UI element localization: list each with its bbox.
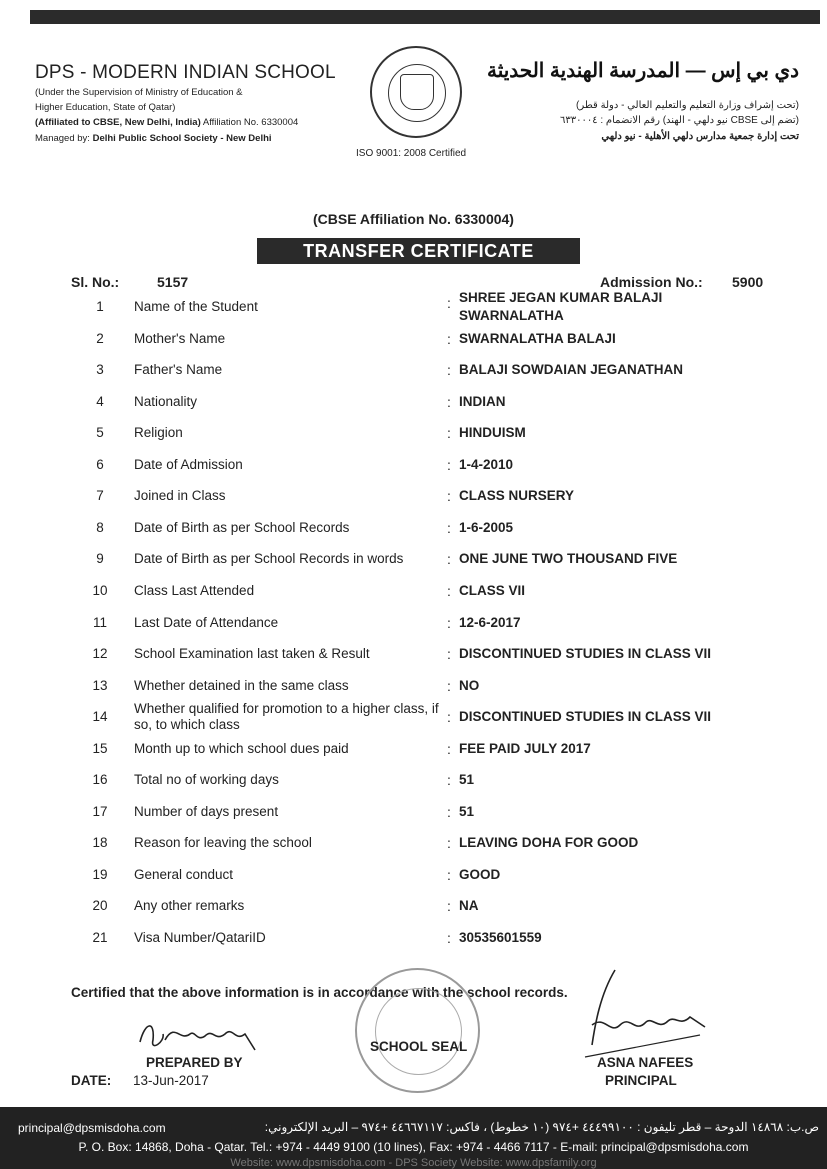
row-colon: :	[447, 898, 451, 915]
row-label: Class Last Attended	[134, 582, 255, 598]
row-value: 51	[459, 772, 475, 788]
certification-statement: Certified that the above information is in accordance with the school records.	[71, 985, 568, 1000]
row-number: 9	[96, 551, 104, 567]
principal-signature	[580, 965, 710, 1060]
row-number: 20	[92, 898, 108, 914]
row-number: 16	[92, 772, 108, 788]
school-name-english: DPS - MODERN INDIAN SCHOOL	[35, 62, 336, 83]
row-label: Month up to which school dues paid	[134, 740, 349, 756]
row-value: DISCONTINUED STUDIES IN CLASS VII	[459, 646, 712, 662]
row-number: 21	[92, 930, 108, 945]
cbse-affiliation: (CBSE Affiliation No. 6330004)	[313, 211, 514, 227]
row-value: LEAVING DOHA FOR GOOD	[459, 835, 639, 851]
row-number: 5	[96, 425, 104, 441]
managed-by-prefix: Managed by:	[35, 133, 90, 144]
row-number: 3	[96, 362, 104, 378]
table-row	[0, 355, 827, 385]
row-colon: :	[447, 551, 451, 568]
contact-footer	[0, 1107, 827, 1169]
school-name-arabic: دي بي إس — المدرسة الهندية الحديثة	[486, 60, 799, 82]
row-value: NA	[459, 898, 479, 914]
row-label: Joined in Class	[134, 488, 226, 504]
managed-by-arabic: تحت إدارة جمعية مدارس دلهي الأهلية - نيو دلهي	[601, 131, 799, 142]
row-number: 8	[96, 519, 104, 535]
top-border-bar	[30, 10, 820, 24]
row-value: CLASS VII	[459, 582, 526, 598]
row-label: Date of Birth as per School Records in words	[134, 551, 404, 567]
serial-label: Sl. No.:	[71, 274, 120, 290]
admission-number: 5900	[732, 274, 764, 290]
row-label: Date of Birth as per School Records	[134, 519, 350, 535]
table-row	[0, 860, 827, 890]
row-value: GOOD	[459, 866, 501, 882]
row-value: BALAJI SOWDAIAN JEGANATHAN	[459, 362, 684, 378]
row-label: Religion	[134, 425, 183, 441]
footer-email: principal@dpsmisdoha.com	[18, 1121, 166, 1135]
row-label: Any other remarks	[134, 898, 245, 914]
row-value: 30535601559	[459, 930, 542, 945]
row-colon: :	[447, 456, 451, 473]
principal-name: ASNA NAFEES	[597, 1055, 694, 1070]
affiliation-number: Affiliation No. 6330004	[202, 117, 299, 128]
row-number: 10	[92, 582, 108, 598]
row-label: Name of the Student	[134, 299, 258, 314]
row-label: Date of Admission	[134, 456, 243, 472]
table-row	[0, 481, 827, 511]
row-label: Number of days present	[134, 803, 279, 819]
row-colon: :	[447, 803, 451, 820]
table-row	[0, 608, 827, 638]
managed-by-line	[35, 133, 272, 144]
certificate-title: TRANSFER CERTIFICATE	[257, 238, 580, 264]
row-label: Total no of working days	[134, 772, 279, 788]
row-value: 51	[459, 803, 475, 819]
table-row	[0, 418, 827, 448]
row-value: 1-4-2010	[459, 456, 514, 472]
table-row	[0, 544, 827, 574]
supervision-line-2: Higher Education, State of Qatar)	[35, 102, 176, 113]
row-number: 18	[92, 835, 108, 851]
row-value: 12-6-2017	[459, 614, 521, 630]
affiliation-bold: (Affiliated to CBSE, New Delhi, India)	[35, 117, 201, 128]
affiliation-line	[35, 117, 298, 128]
row-colon: :	[447, 866, 451, 883]
date-label: DATE:	[71, 1073, 112, 1088]
row-value: 1-6-2005	[459, 519, 514, 535]
row-number: 6	[96, 456, 104, 472]
row-label: Last Date of Attendance	[134, 614, 279, 630]
preparer-signature	[135, 1012, 270, 1057]
row-colon: :	[447, 393, 451, 410]
row-number: 15	[92, 740, 108, 756]
row-number: 17	[92, 803, 108, 819]
table-row	[0, 891, 827, 921]
supervision-line-1: (Under the Supervision of Ministry of Education &	[35, 87, 243, 98]
table-row	[0, 639, 827, 669]
row-label: Father's Name	[134, 362, 223, 378]
table-row	[0, 765, 827, 795]
row-colon: :	[447, 835, 451, 852]
row-number: 13	[92, 677, 108, 693]
row-label: Nationality	[134, 393, 198, 409]
row-colon: :	[447, 740, 451, 757]
table-row	[0, 292, 827, 322]
row-value: INDIAN	[459, 393, 506, 409]
row-label: Reason for leaving the school	[134, 835, 312, 851]
school-seal-label: SCHOOL SEAL	[370, 1039, 468, 1054]
row-colon: :	[447, 614, 451, 631]
table-row	[0, 513, 827, 543]
row-label: Visa Number/QatariID	[134, 930, 266, 945]
row-number: 1	[96, 299, 104, 314]
row-value: FEE PAID JULY 2017	[459, 740, 591, 756]
iso-certification: ISO 9001: 2008 Certified	[356, 148, 467, 159]
admission-label: Admission No.:	[600, 274, 703, 290]
row-colon: :	[447, 488, 451, 505]
footer-address: P. O. Box: 14868, Doha - Qatar. Tel.: +974 - 4449 9100 (10 lines), Fax: +974 - 4466 7117 - E-mail: principal@dpsmisdoha.com	[78, 1140, 749, 1154]
row-label: Whether qualified for promotion to a higher class, if so, to which class	[134, 701, 439, 733]
school-seal-stamp	[355, 968, 480, 1093]
row-label: General conduct	[134, 866, 234, 882]
table-row	[0, 923, 827, 953]
row-label: School Examination last taken & Result	[134, 646, 370, 662]
affiliation-arabic: (تضم إلى CBSE نيو دلهي - الهند) رقم الانضمام : ٦٣٣٠٠٠٤	[559, 115, 799, 126]
date-value: 13-Jun-2017	[133, 1073, 209, 1088]
supervision-arabic: (تحت إشراف وزارة التعليم والتعليم العالي - دولة قطر)	[576, 100, 799, 111]
row-number: 2	[96, 330, 104, 346]
table-row	[0, 828, 827, 858]
footer-website: Website: www.dpsmisdoha.com - DPS Society Website: www.dpsfamily.org	[230, 1157, 597, 1169]
table-row	[0, 387, 827, 417]
row-colon: :	[447, 646, 451, 663]
row-value: NO	[459, 677, 480, 693]
row-colon: :	[447, 709, 451, 726]
row-value: CLASS NURSERY	[459, 488, 575, 504]
row-colon: :	[447, 295, 451, 311]
row-value: DISCONTINUED STUDIES IN CLASS VII	[459, 709, 712, 725]
table-row	[0, 734, 827, 764]
table-row	[0, 671, 827, 701]
row-colon: :	[447, 772, 451, 789]
row-colon: :	[447, 930, 451, 946]
managed-by-society: Delhi Public School Society - New Delhi	[92, 133, 272, 144]
row-number: 14	[92, 709, 108, 725]
table-row	[0, 702, 827, 732]
serial-number: 5157	[157, 274, 189, 290]
row-value: SWARNALATHA BALAJI	[459, 330, 616, 346]
table-row	[0, 797, 827, 827]
table-row	[0, 324, 827, 354]
row-number: 19	[92, 866, 108, 882]
row-value: SHREE JEGAN KUMAR BALAJI SWARNALATHA	[459, 290, 663, 323]
principal-title: PRINCIPAL	[605, 1073, 677, 1088]
row-value: ONE JUNE TWO THOUSAND FIVE	[459, 551, 678, 567]
table-row	[0, 576, 827, 606]
row-colon: :	[447, 582, 451, 599]
prepared-by-label: PREPARED BY	[146, 1055, 243, 1070]
row-number: 4	[96, 393, 104, 409]
row-label: Whether detained in the same class	[134, 677, 349, 693]
row-number: 12	[92, 646, 108, 662]
row-colon: :	[447, 362, 451, 379]
row-number: 11	[92, 614, 107, 630]
school-logo-emblem	[370, 46, 462, 138]
footer-arabic-contact: ص.ب: ١٤٨٦٨ الدوحة – قطر تليفون : ٤٤٤٩٩١٠٠ +٩٧٤ (١٠ خطوط) ، فاكس: ٤٤٦٦٧١١٧ +٩٧٤ – البريد الإلكتروني:	[264, 1120, 819, 1134]
row-colon: :	[447, 519, 451, 536]
table-row	[0, 450, 827, 480]
row-colon: :	[447, 425, 451, 442]
row-label: Mother's Name	[134, 330, 226, 346]
row-number: 7	[96, 488, 104, 504]
row-value: HINDUISM	[459, 425, 526, 441]
row-colon: :	[447, 330, 451, 347]
row-colon: :	[447, 677, 451, 694]
